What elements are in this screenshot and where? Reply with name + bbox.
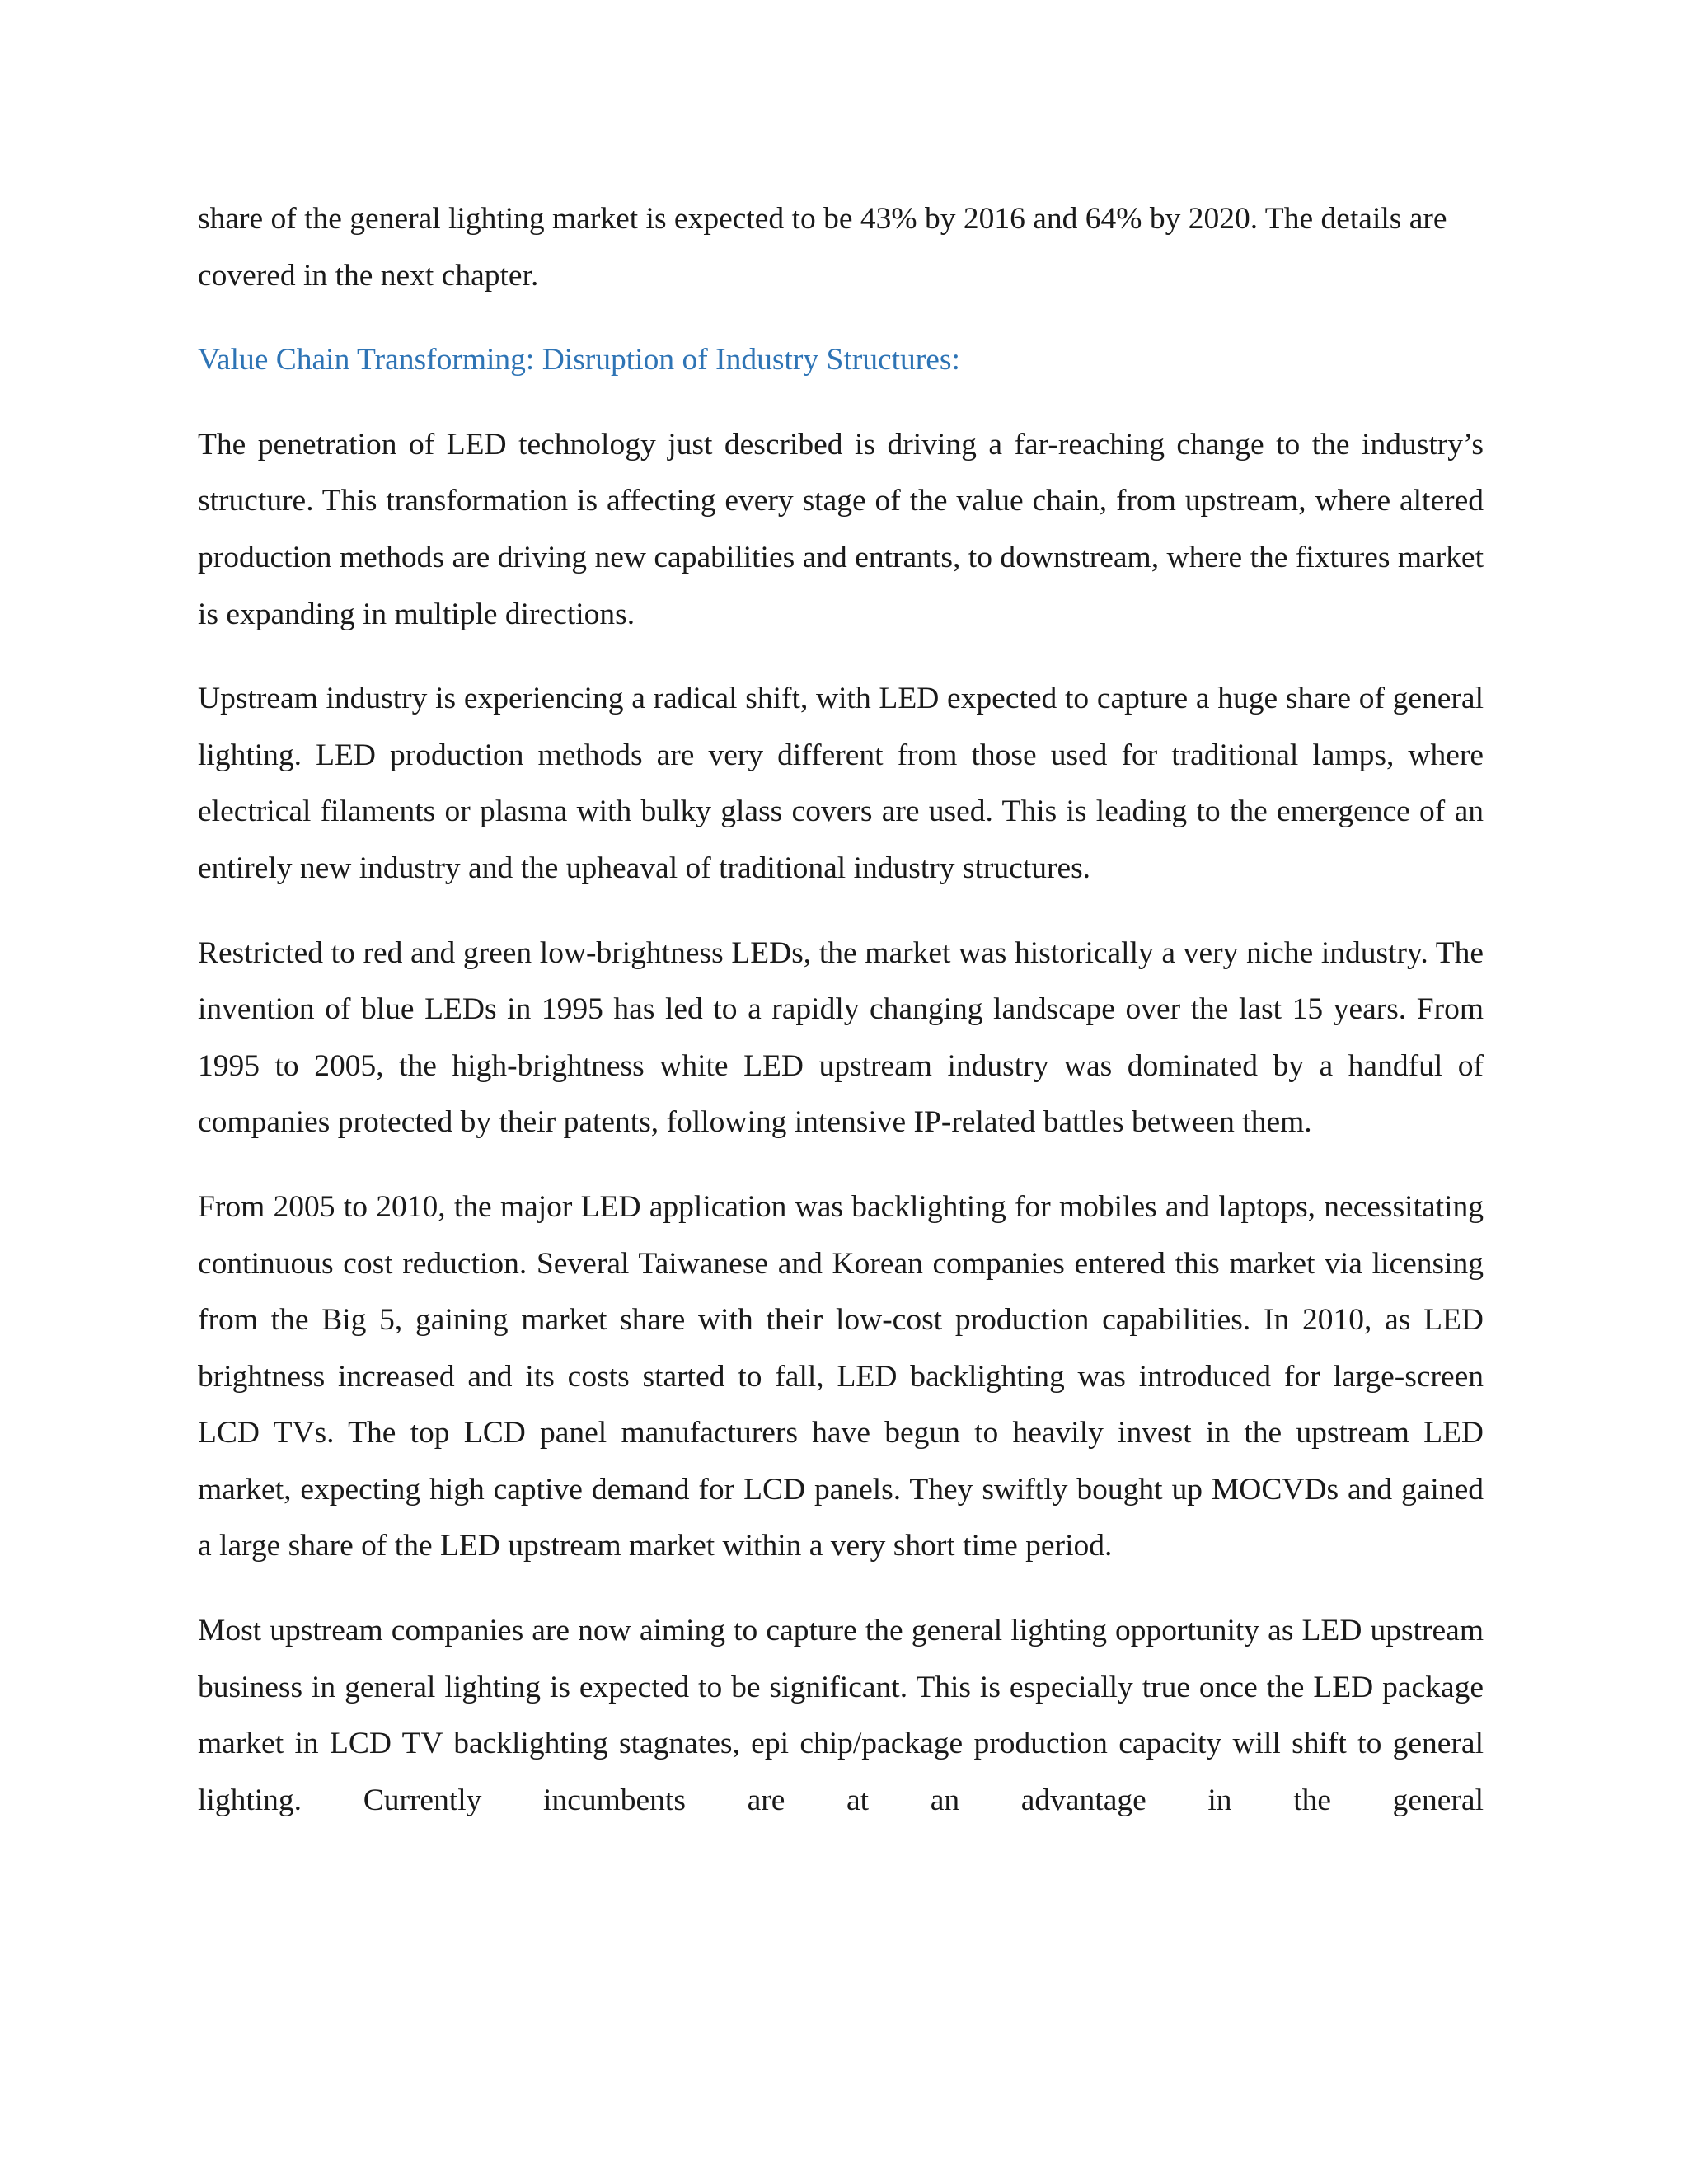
body-paragraph-5: Most upstream companies are now aiming to capture the general lighting opportunity as LED upstream business in general lighting is expected to be significant. This is especially true once the LED package market in LCD TV backlighting stagnates, epi chip/package production capacity will shift to general lighting. Currently incumbents are at an advantage in the general (198, 1614, 1484, 1817)
section-heading: Value Chain Transforming: Disruption of Industry Structures: (198, 343, 960, 377)
intro-paragraph: share of the general lighting market is expected to be 43% by 2016 and 64% by 2020. The details are covered in the next chapter. (198, 202, 1447, 293)
body-paragraph-2: Upstream industry is experiencing a radical shift, with LED expected to capture a huge share of general lighting. LED production methods are very different from those used for traditional lamps, where electrical filaments or plasma with bulky glass covers are used. This is leading to the emergence of an entirely new industry and the upheaval of traditional industry structures. (198, 682, 1484, 885)
body-paragraph-3: Restricted to red and green low-brightness LEDs, the market was historically a very niche industry. The invention of blue LEDs in 1995 has led to a rapidly changing landscape over the last 15 years. From 1995 to 2005, the high-brightness white LED upstream industry was dominated by a handful of companies protected by their patents, following intensive IP-related battles between them. (198, 935, 1484, 1140)
document-body (198, 191, 1484, 1829)
body-paragraph-1: The penetration of LED technology just described is driving a far-reaching change to the industry’s structure. This transformation is affecting every stage of the value chain, from upstream, where altered production methods are driving new capabilities and entrants, to downstream, where the fixtures market is expanding in multiple directions. (198, 427, 1484, 631)
body-paragraph-4: From 2005 to 2010, the major LED application was backlighting for mobiles and laptops, necessitating continuous cost reduction. Several Taiwanese and Korean companies entered this market via licensing from the Big 5, gaining market share with their low-cost production capabilities. In 2010, as LED brightness increased and its costs started to fall, LED backlighting was introduced for large-screen LCD TVs. The top LCD panel manufacturers have begun to heavily invest in the upstream LED market, expecting high captive demand for LCD panels. They swiftly bought up MOCVDs and gained a large share of the LED upstream market within a very short time period. (198, 1189, 1484, 1563)
